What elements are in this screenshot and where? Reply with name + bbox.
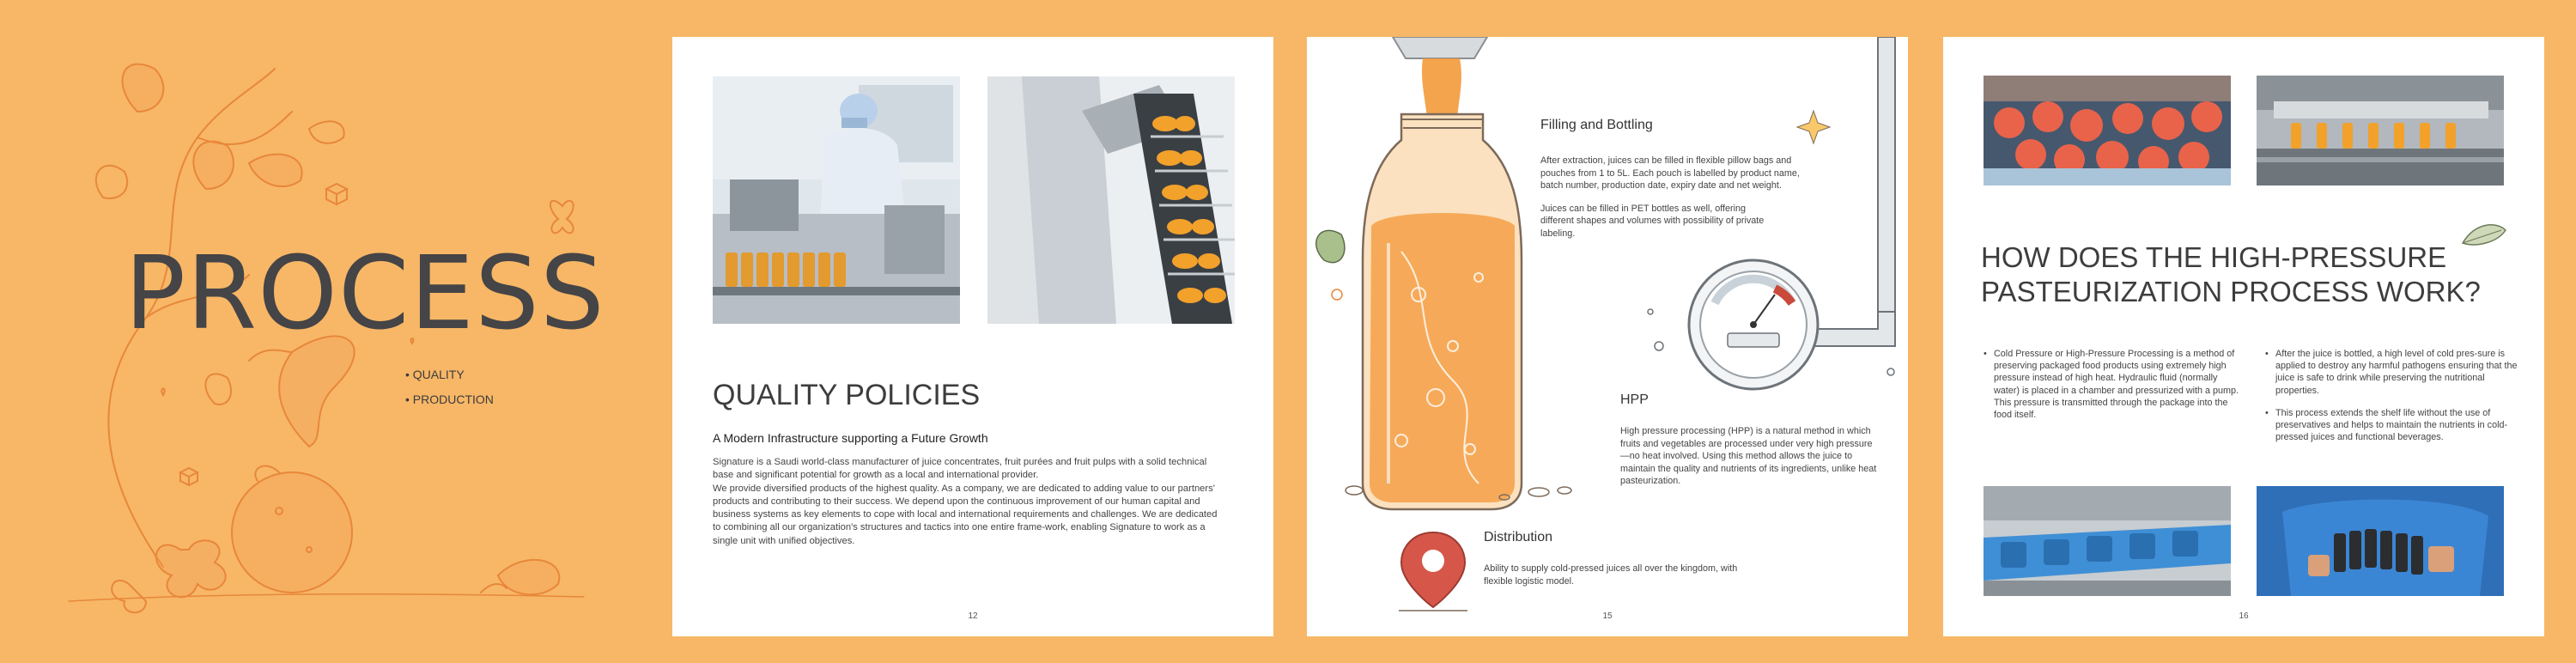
quality-policies-heading: QUALITY POLICIES xyxy=(713,379,981,411)
distribution-title: Distribution xyxy=(1484,530,1553,544)
quality-body-paragraph-1: Signature is a Saudi world-class manufacturer of juice concentrates, fruit purées and fruit pulps with a solid technical base and significant potential for growth as a local and international provider. xyxy=(713,457,1207,481)
photo-filling-machine xyxy=(2257,76,2504,186)
quality-body-paragraph-2: We provide diversified products of the highest quality. As a company, we are dedicated to adding value to our partners' products and contributing to their success. We depend upon the continuous improvement of our human capital and business systems as key elements to cope with local and international requirements and challenges. We are dedicated to combining all our organization's structures and tactics into one entire frame-work, enabling Signature to work as a single unit with unified objectives. xyxy=(713,483,1218,546)
page-number: 16 xyxy=(2239,611,2249,621)
page-15 xyxy=(1307,37,1908,636)
photo-orange-conveyor xyxy=(987,76,1235,324)
location-pin-icon xyxy=(1394,528,1472,614)
page-16 xyxy=(1943,37,2544,636)
hpp-right-bullet: • After the juice is bottled, a high level of cold pres-sure is applied to destroy any harmful pathogens ensuring that the juice is safe to drink while preserving the nutritional properties. xyxy=(2265,348,2518,397)
page-number: 12 xyxy=(968,611,978,621)
page-12 xyxy=(672,37,1273,636)
photo-bottle-basket xyxy=(2257,486,2504,596)
filling-paragraph-2: Juices can be filled in PET bottles as well, offering different shapes and volumes with possibility of private labeling. xyxy=(1540,203,1765,239)
cover-contents-list xyxy=(405,368,494,417)
photo-blue-conveyor xyxy=(1984,486,2231,596)
filling-paragraph-1: After extraction, juices can be filled in flexible pillow bags and pouches from 1 to 5L. Each pouch is labelled by product name, batch number, production date, expiry date and net weight. xyxy=(1540,155,1800,192)
photo-bottling-worker xyxy=(713,76,960,324)
cover-item-quality[interactable]: • QUALITY xyxy=(405,368,494,381)
hpp-left-bullet: • Cold Pressure or High-Pressure Processing is a method of preserving packaged food products using extremely high pressure instead of high heat. Hydraulic fluid (normally water) is placed in a chamber and pressurized with a pump. This pressure is transmitted through the package into the food itself. xyxy=(1984,348,2241,421)
hpp-process-heading: HOW DOES THE HIGH-PRESSURE PASTEURIZATION PROCESS WORK? xyxy=(1981,241,2481,307)
page-number: 15 xyxy=(1602,611,1613,621)
quality-subheading: A Modern Infrastructure supporting a Future Growth xyxy=(713,431,988,445)
cover-item-production[interactable]: • PRODUCTION xyxy=(405,392,494,406)
photo-oranges-washing xyxy=(1984,76,2231,186)
cover-title: PROCESS xyxy=(125,234,605,352)
hpp-right-bullets xyxy=(2265,348,2518,453)
filling-title: Filling and Bottling xyxy=(1540,118,1653,132)
hpp-left-bullets xyxy=(1984,348,2241,431)
hpp-title: HPP xyxy=(1620,392,1649,407)
filling-text xyxy=(1540,155,1815,240)
quality-body xyxy=(713,456,1219,548)
hpp-text: High pressure processing (HPP) is a natural method in which fruits and vegetables are processed under very high pressure—no heat involved. Using this method allows the juice to maintain the quality and nutrients of its ingredients, unlike heat pasteurization. xyxy=(1620,426,1877,487)
hpp-right-bullet: • This process extends the shelf life without the use of preservatives and helps to maintain the nutrients in cold-pressed juices and functional beverages. xyxy=(2265,407,2518,444)
distribution-text: Ability to supply cold-pressed juices all over the kingdom, with flexible logistic model. xyxy=(1484,563,1738,587)
cover-panel xyxy=(0,0,670,663)
